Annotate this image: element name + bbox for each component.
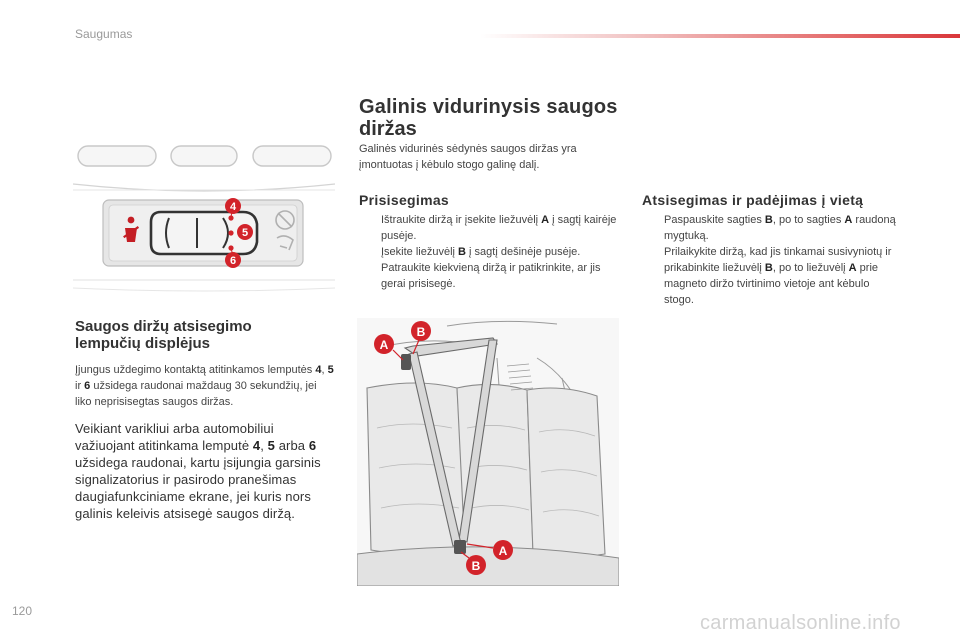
text: ir: [75, 380, 85, 392]
dashboard-outline: [78, 146, 331, 166]
intro-text: Galinės vidurinės sėdynės saugos diržas yra įmontuotas į kėbulo stogo galinę dalį.: [359, 143, 577, 171]
fastening-step-2: [359, 244, 624, 260]
fastening-steps: [359, 212, 624, 292]
tongue-label: B: [458, 246, 466, 258]
text: ,: [260, 438, 268, 453]
unfastening-step-2: [642, 244, 897, 308]
callout-4-label: 4: [229, 201, 237, 213]
page-title-line1: Galinis vidurinysis saugos: [359, 96, 618, 118]
label-b-bottom-text: B: [471, 559, 481, 573]
label-b-top-text: B: [416, 325, 426, 339]
lamp-number: 5: [267, 438, 275, 453]
indicator-display-title: [75, 318, 335, 352]
buckle-label: A: [844, 214, 853, 226]
text: užsidega raudonai, kartu įsijungia garsinis signalizatorius ir pasirodo pranešimas daugiafunkciniame ekrane, jei kuris nors galinis keleivis atsisegė saugos diržą.: [75, 455, 321, 521]
lamp-number: 4: [252, 438, 261, 453]
text: raudoną mygtuką.: [664, 214, 896, 242]
text: į sagtį kairėje pusėje.: [381, 214, 617, 242]
label-a-bottom-text: A: [498, 544, 508, 558]
text: Prilaikykite diržą, kad jis tinkamai susivyniotų ir prikabinkite liežuvėlį: [664, 246, 892, 274]
lamp-number: 4: [315, 364, 322, 376]
text: užsidega raudonai maždaug 30 sekundžių, jei liko neprisisegtas saugos diržas.: [75, 380, 317, 408]
label-a-top-text: A: [379, 338, 389, 352]
watermark: carmanualsonline.info: [700, 612, 901, 634]
text: Veikiant varikliui arba automobiliui važiuojant atitinkama lemputė: [75, 421, 274, 453]
fastening-step-1: [359, 212, 624, 244]
buckle-label: B: [764, 214, 773, 226]
text: ,: [321, 364, 328, 376]
unfastening-step-1: [642, 212, 897, 244]
callout-6-label: 6: [229, 255, 237, 267]
lamp-number: 6: [84, 380, 91, 392]
page-title-line2: diržas: [359, 118, 417, 140]
indicator-display-paragraph-2: [75, 420, 335, 522]
seat-cushion: [357, 547, 619, 586]
lamp-number: 5: [327, 364, 334, 376]
text: arba: [275, 438, 309, 453]
page-number: 120: [12, 604, 33, 618]
text: Įjungus uždegimo kontaktą atitinkamos lemputės: [75, 364, 316, 376]
text: Įsekite liežuvėlį: [381, 246, 459, 258]
fastening-step-3: [359, 260, 624, 292]
section-label: Saugumas: [75, 27, 133, 41]
text: Ištraukite diržą ir įsekite liežuvėlį: [381, 214, 542, 226]
warning-panel-illustration: [73, 138, 335, 298]
indicator-display-title-line2: lempučių displėjus: [75, 335, 211, 352]
text: , po to liežuvėlį: [772, 262, 849, 274]
indicator-display-paragraph-1: [75, 362, 335, 410]
text: Paspauskite sagties: [664, 214, 765, 226]
indicator-display-section: [75, 318, 335, 522]
fastening-title: Prisisegimas: [359, 192, 449, 208]
page-title: [359, 96, 659, 140]
rear-seat-belt-illustration: [357, 318, 619, 586]
indicator-display-title-line1: Saugos diržų atsisegimo: [75, 318, 252, 335]
text: prie magneto diržo tvirtinimo vietoje ant kėbulo stogo.: [664, 262, 879, 306]
callout-5-label: 5: [241, 227, 249, 239]
text: , po to sagties: [772, 214, 845, 226]
text: Patraukite kiekvieną diržą ir patikrinkite, ar jis gerai prisisegė.: [381, 262, 601, 290]
tongue-label: B: [764, 262, 773, 274]
tongue-label: A: [541, 214, 550, 226]
header-accent-bar: [480, 34, 960, 38]
tongue-label: A: [848, 262, 857, 274]
unfastening-title: Atsisegimas ir padėjimas į vietą: [642, 192, 864, 208]
text: į sagtį dešinėje pusėje.: [466, 246, 581, 258]
unfastening-steps: [642, 212, 897, 308]
lamp-number: 6: [308, 438, 317, 453]
callout-5: [237, 224, 253, 240]
